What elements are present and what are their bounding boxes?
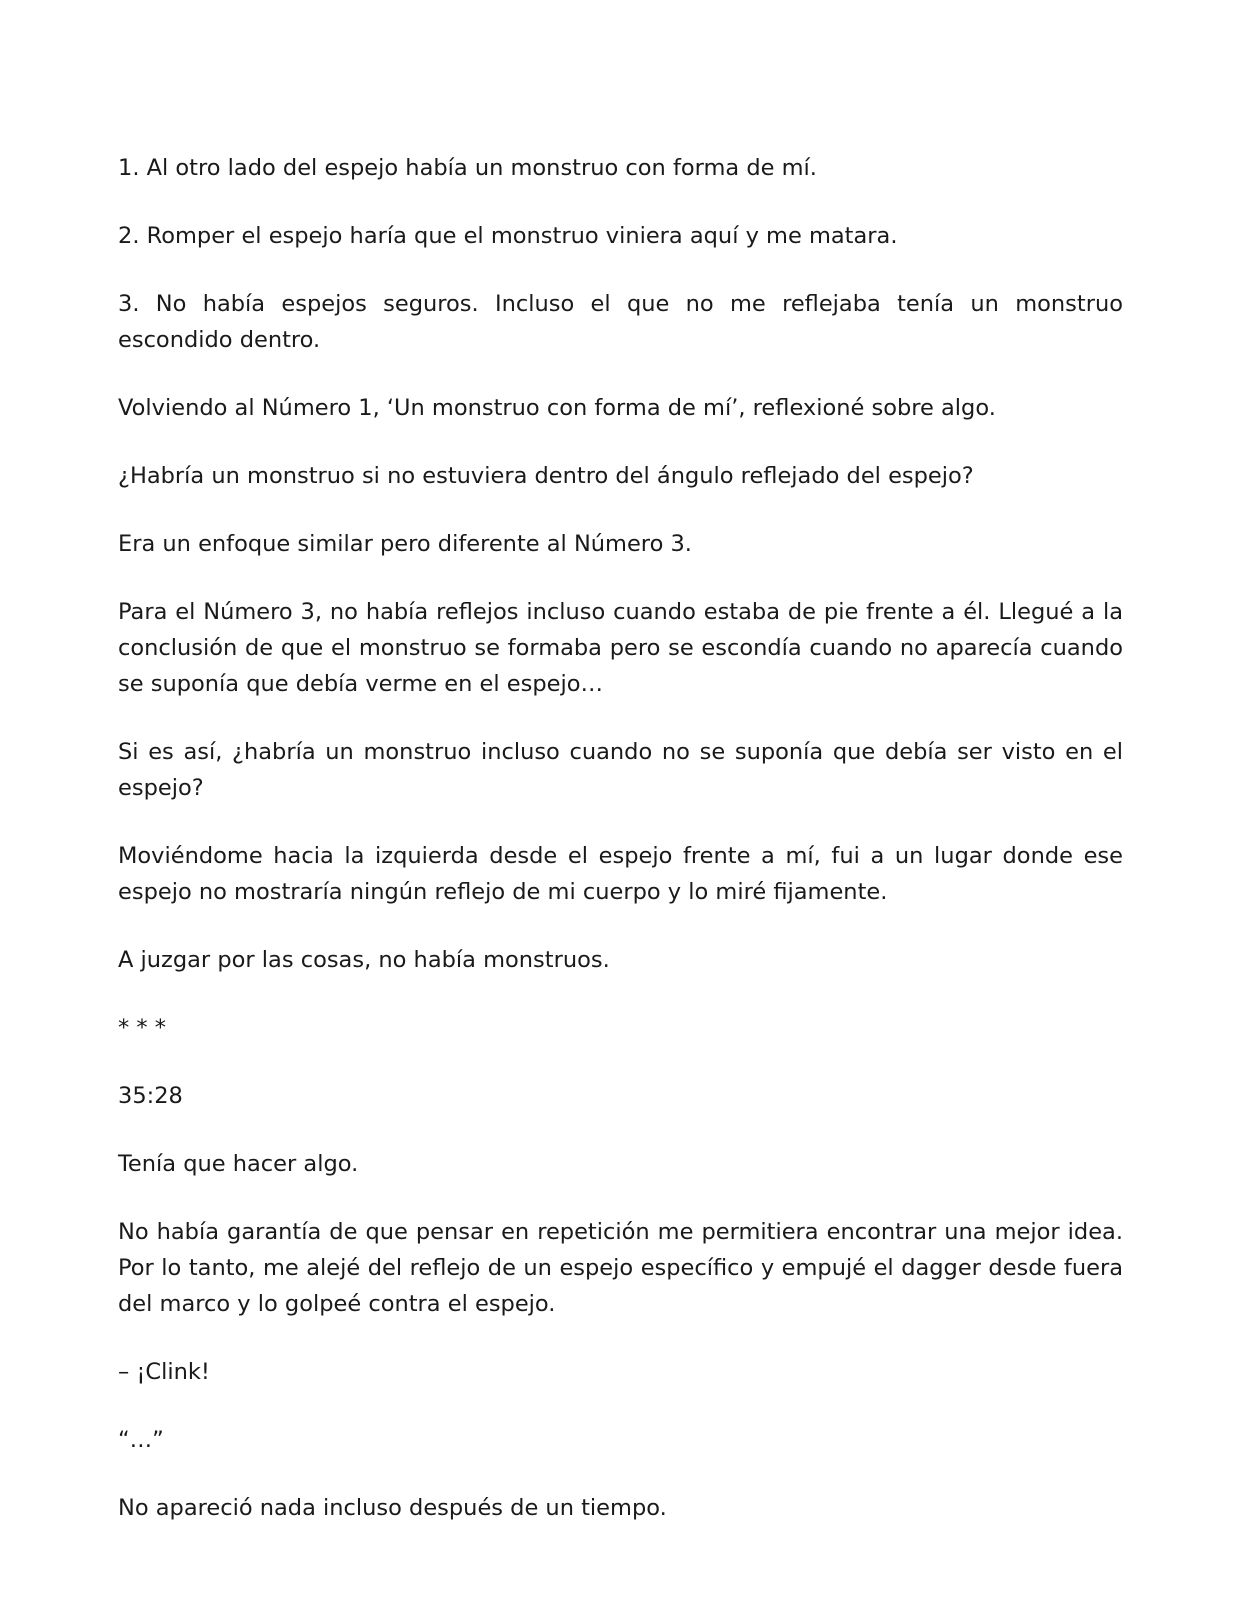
document-page [118, 150, 1123, 1558]
scene-break: * * * [118, 1015, 167, 1041]
paragraph-conclusion: Para el Número 3, no había reflejos incluso cuando estaba de pie frente a él. Llegué a la conclusión de que el monstruo se formaba pero se escondía cuando no aparecía cuando se suponía que debía verme en el espejo… [118, 599, 1123, 697]
paragraph-approach: Era un enfoque similar pero diferente al Número 3. [118, 531, 692, 557]
paragraph-moving-left: Moviéndome hacia la izquierda desde el espejo frente a mí, fui a un lugar donde ese espejo no mostraría ningún reflejo de mi cuerpo y lo miré fijamente. [118, 843, 1123, 905]
paragraph-do-something: Tenía que hacer algo. [118, 1151, 359, 1177]
paragraph-nothing-appeared: No apareció nada incluso después de un tiempo. [118, 1495, 667, 1521]
timer-text: 35:28 [118, 1083, 183, 1109]
paragraph-rule-3: 3. No había espejos seguros. Incluso el que no me reflejaba tenía un monstruo escondido dentro. [118, 291, 1123, 353]
paragraph-no-monsters: A juzgar por las cosas, no había monstruos. [118, 947, 610, 973]
paragraph-dagger: No había garantía de que pensar en repetición me permitiera encontrar una mejor idea. Por lo tanto, me alejé del reflejo de un espejo específico y empujé el dagger desde fuera del marco y lo golpeé contra el espejo. [118, 1219, 1123, 1317]
ellipsis-dialogue: “…” [118, 1427, 164, 1453]
paragraph-reflection: Volviendo al Número 1, ‘Un monstruo con forma de mí’, reflexioné sobre algo. [118, 395, 996, 421]
paragraph-rule-2: 2. Romper el espejo haría que el monstruo viniera aquí y me matara. [118, 223, 898, 249]
paragraph-rule-1: 1. Al otro lado del espejo había un monstruo con forma de mí. [118, 155, 817, 181]
sound-effect-clink: – ¡Clink! [118, 1359, 210, 1385]
paragraph-question: ¿Habría un monstruo si no estuviera dentro del ángulo reflejado del espejo? [118, 463, 974, 489]
paragraph-question-2: Si es así, ¿habría un monstruo incluso cuando no se suponía que debía ser visto en el espejo? [118, 739, 1123, 801]
